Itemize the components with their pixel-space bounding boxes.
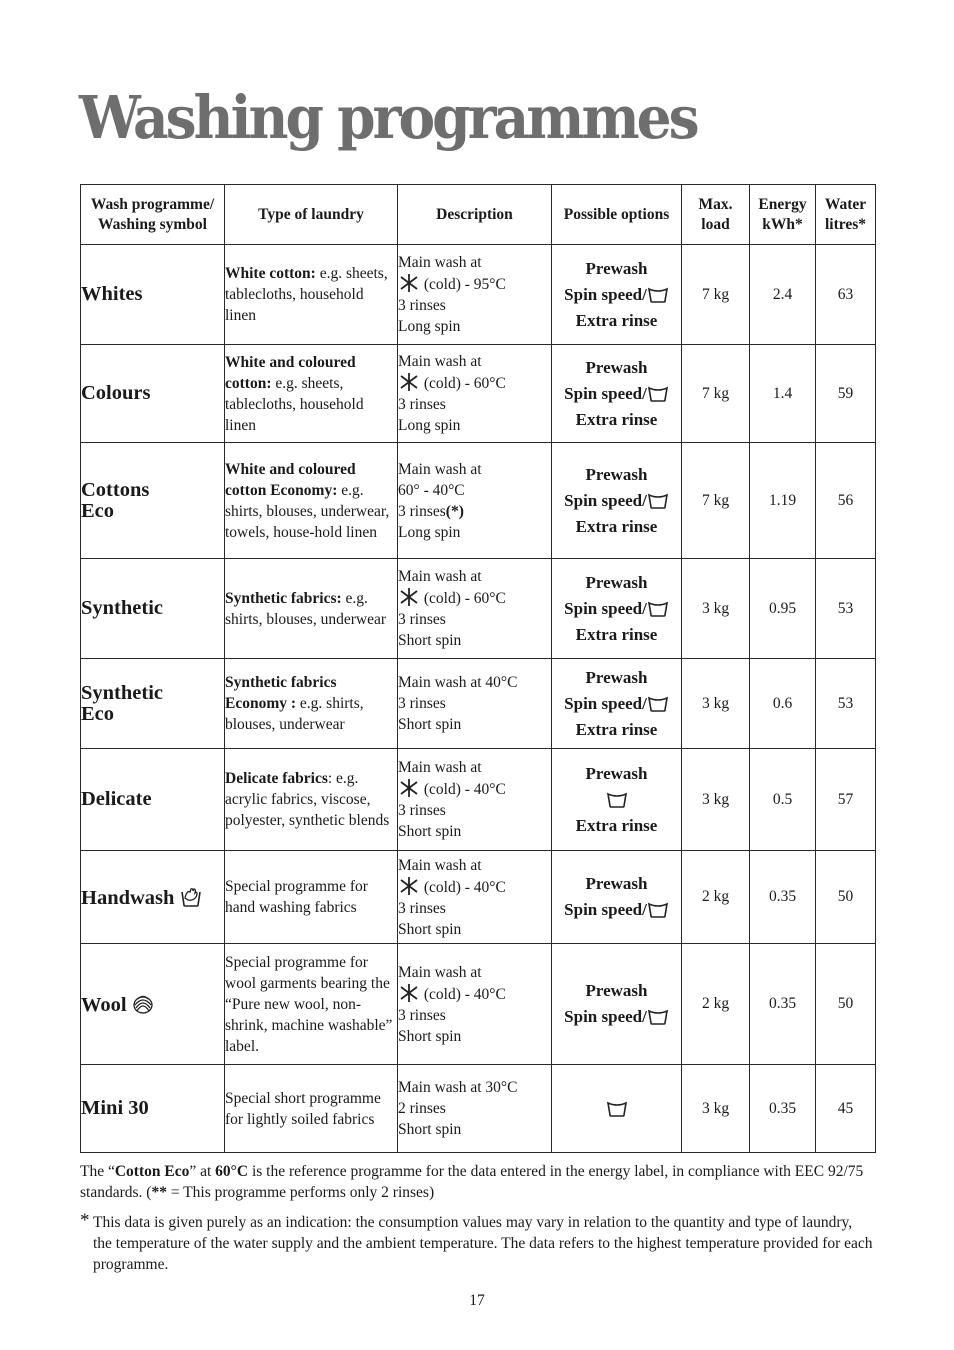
- options: Prewash Spin speed/: [552, 944, 682, 1065]
- water-value: 53: [816, 559, 876, 659]
- description: Main wash at (cold) - 60°C 3 rinses Short spin: [398, 559, 552, 659]
- description: Main wash at (cold) - 60°C 3 rinses Long spin: [398, 345, 552, 443]
- options: [552, 1065, 682, 1153]
- programme-name: Synthetic: [81, 559, 225, 659]
- tub-icon: [647, 901, 669, 919]
- reference-note: The “Cotton Eco” at 60°C is the reference programme for the data entered in the energy label, in compliance with EEC 92/75 standards. (** = This programme performs only 2 rinses): [80, 1163, 864, 1201]
- options: Prewash Spin speed/ Extra rinse: [552, 345, 682, 443]
- programme-name: Mini 30: [81, 1065, 225, 1153]
- options: Prewash Spin speed/ Extra rinse: [552, 659, 682, 749]
- laundry-type: Synthetic fabrics: e.g. shirts, blouses, underwear: [225, 559, 398, 659]
- water-value: 45: [816, 1065, 876, 1153]
- snowflake-icon: [398, 273, 420, 293]
- snowflake-icon: [398, 778, 420, 798]
- energy-value: 0.35: [750, 851, 816, 944]
- energy-value: 0.5: [750, 749, 816, 851]
- programme-name: Colours: [81, 345, 225, 443]
- header-row: [81, 185, 876, 245]
- snowflake-icon: [398, 587, 420, 607]
- description: Main wash at (cold) - 40°C 3 rinses Short spin: [398, 851, 552, 944]
- footnote-asterisk: *: [80, 1210, 90, 1231]
- water-value: 59: [816, 345, 876, 443]
- table-row: [81, 245, 876, 345]
- table-row: [81, 851, 876, 944]
- max-load: 2 kg: [682, 944, 750, 1065]
- energy-value: 0.6: [750, 659, 816, 749]
- laundry-type: Delicate fabrics: e.g. acrylic fabrics, viscose, polyester, synthetic blends: [225, 749, 398, 851]
- description: Main wash at 30°C 2 rinses Short spin: [398, 1065, 552, 1153]
- tub-icon: [606, 1100, 628, 1118]
- options: Prewash Spin speed/ Extra rinse: [552, 559, 682, 659]
- tub-icon: [647, 1008, 669, 1026]
- max-load: 3 kg: [682, 749, 750, 851]
- table-row: [81, 1065, 876, 1153]
- energy-value: 1.4: [750, 345, 816, 443]
- energy-value: 2.4: [750, 245, 816, 345]
- programmes-table: [80, 184, 876, 1153]
- max-load: 7 kg: [682, 245, 750, 345]
- programme-name: Synthetic Eco: [81, 659, 225, 749]
- options: Prewash Spin speed/ Extra rinse: [552, 443, 682, 559]
- description: Main wash at 40°C 3 rinses Short spin: [398, 659, 552, 749]
- tub-icon: [647, 492, 669, 510]
- header-programme: Wash programme/ Washing symbol: [81, 185, 225, 245]
- table-row: [81, 559, 876, 659]
- header-type: Type of laundry: [225, 185, 398, 245]
- programme-name: Wool: [81, 944, 225, 1065]
- programme-name: Cottons Eco: [81, 443, 225, 559]
- energy-value: 0.95: [750, 559, 816, 659]
- water-value: 56: [816, 443, 876, 559]
- max-load: 7 kg: [682, 443, 750, 559]
- max-load: 3 kg: [682, 1065, 750, 1153]
- header-energy: Energy kWh*: [750, 185, 816, 245]
- tub-icon: [647, 385, 669, 403]
- wool-skein-icon: [132, 993, 154, 1015]
- description: Main wash at (cold) - 40°C 3 rinses Short spin: [398, 749, 552, 851]
- water-value: 53: [816, 659, 876, 749]
- footnote: This data is given purely as an indication: the consumption values may vary in relation to the quantity and type of laundry, the temperature of the water supply and the ambient temperature. The data refers to the highest temperature provided for each programme.: [93, 1214, 873, 1273]
- max-load: 3 kg: [682, 659, 750, 749]
- max-load: 3 kg: [682, 559, 750, 659]
- header-load: Max. load: [682, 185, 750, 245]
- page-title: Washing programmes: [79, 82, 697, 153]
- water-value: 50: [816, 944, 876, 1065]
- table-row: [81, 345, 876, 443]
- hand-in-tub-icon: [180, 886, 202, 908]
- table-row: [81, 944, 876, 1065]
- snowflake-icon: [398, 876, 420, 896]
- max-load: 2 kg: [682, 851, 750, 944]
- laundry-type: White cotton: e.g. sheets, tablecloths, household linen: [225, 245, 398, 345]
- options: Prewash Spin speed/: [552, 851, 682, 944]
- laundry-type: Special short programme for lightly soiled fabrics: [225, 1065, 398, 1153]
- snowflake-icon: [398, 983, 420, 1003]
- table-row: [81, 749, 876, 851]
- description: Main wash at (cold) - 95°C 3 rinses Long spin: [398, 245, 552, 345]
- tub-icon: [647, 286, 669, 304]
- table-row: [81, 443, 876, 559]
- laundry-type: Special programme for hand washing fabrics: [225, 851, 398, 944]
- water-value: 50: [816, 851, 876, 944]
- energy-value: 0.35: [750, 944, 816, 1065]
- tub-icon: [647, 600, 669, 618]
- description: Main wash at (cold) - 40°C 3 rinses Short spin: [398, 944, 552, 1065]
- energy-value: 1.19: [750, 443, 816, 559]
- table-row: [81, 659, 876, 749]
- header-options: Possible options: [552, 185, 682, 245]
- snowflake-icon: [398, 372, 420, 392]
- laundry-type: White and coloured cotton: e.g. sheets, tablecloths, household linen: [225, 345, 398, 443]
- options: Prewash Extra rinse: [552, 749, 682, 851]
- max-load: 7 kg: [682, 345, 750, 443]
- programme-name: Delicate: [81, 749, 225, 851]
- programme-name: Whites: [81, 245, 225, 345]
- water-value: 63: [816, 245, 876, 345]
- laundry-type: Special programme for wool garments bearing the “Pure new wool, non-shrink, machine washable” label.: [225, 944, 398, 1065]
- tub-icon: [647, 695, 669, 713]
- description: Main wash at 60° - 40°C 3 rinses(*) Long spin: [398, 443, 552, 559]
- page-number: 17: [469, 1292, 485, 1309]
- water-value: 57: [816, 749, 876, 851]
- programme-name: Handwash: [81, 851, 225, 944]
- laundry-type: Synthetic fabrics Economy : e.g. shirts, blouses, underwear: [225, 659, 398, 749]
- options: Prewash Spin speed/ Extra rinse: [552, 245, 682, 345]
- header-water: Water litres*: [816, 185, 876, 245]
- laundry-type: White and coloured cotton Economy: e.g. shirts, blouses, underwear, towels, house-hold linen: [225, 443, 398, 559]
- energy-value: 0.35: [750, 1065, 816, 1153]
- tub-icon: [606, 791, 628, 809]
- header-description: Description: [398, 185, 552, 245]
